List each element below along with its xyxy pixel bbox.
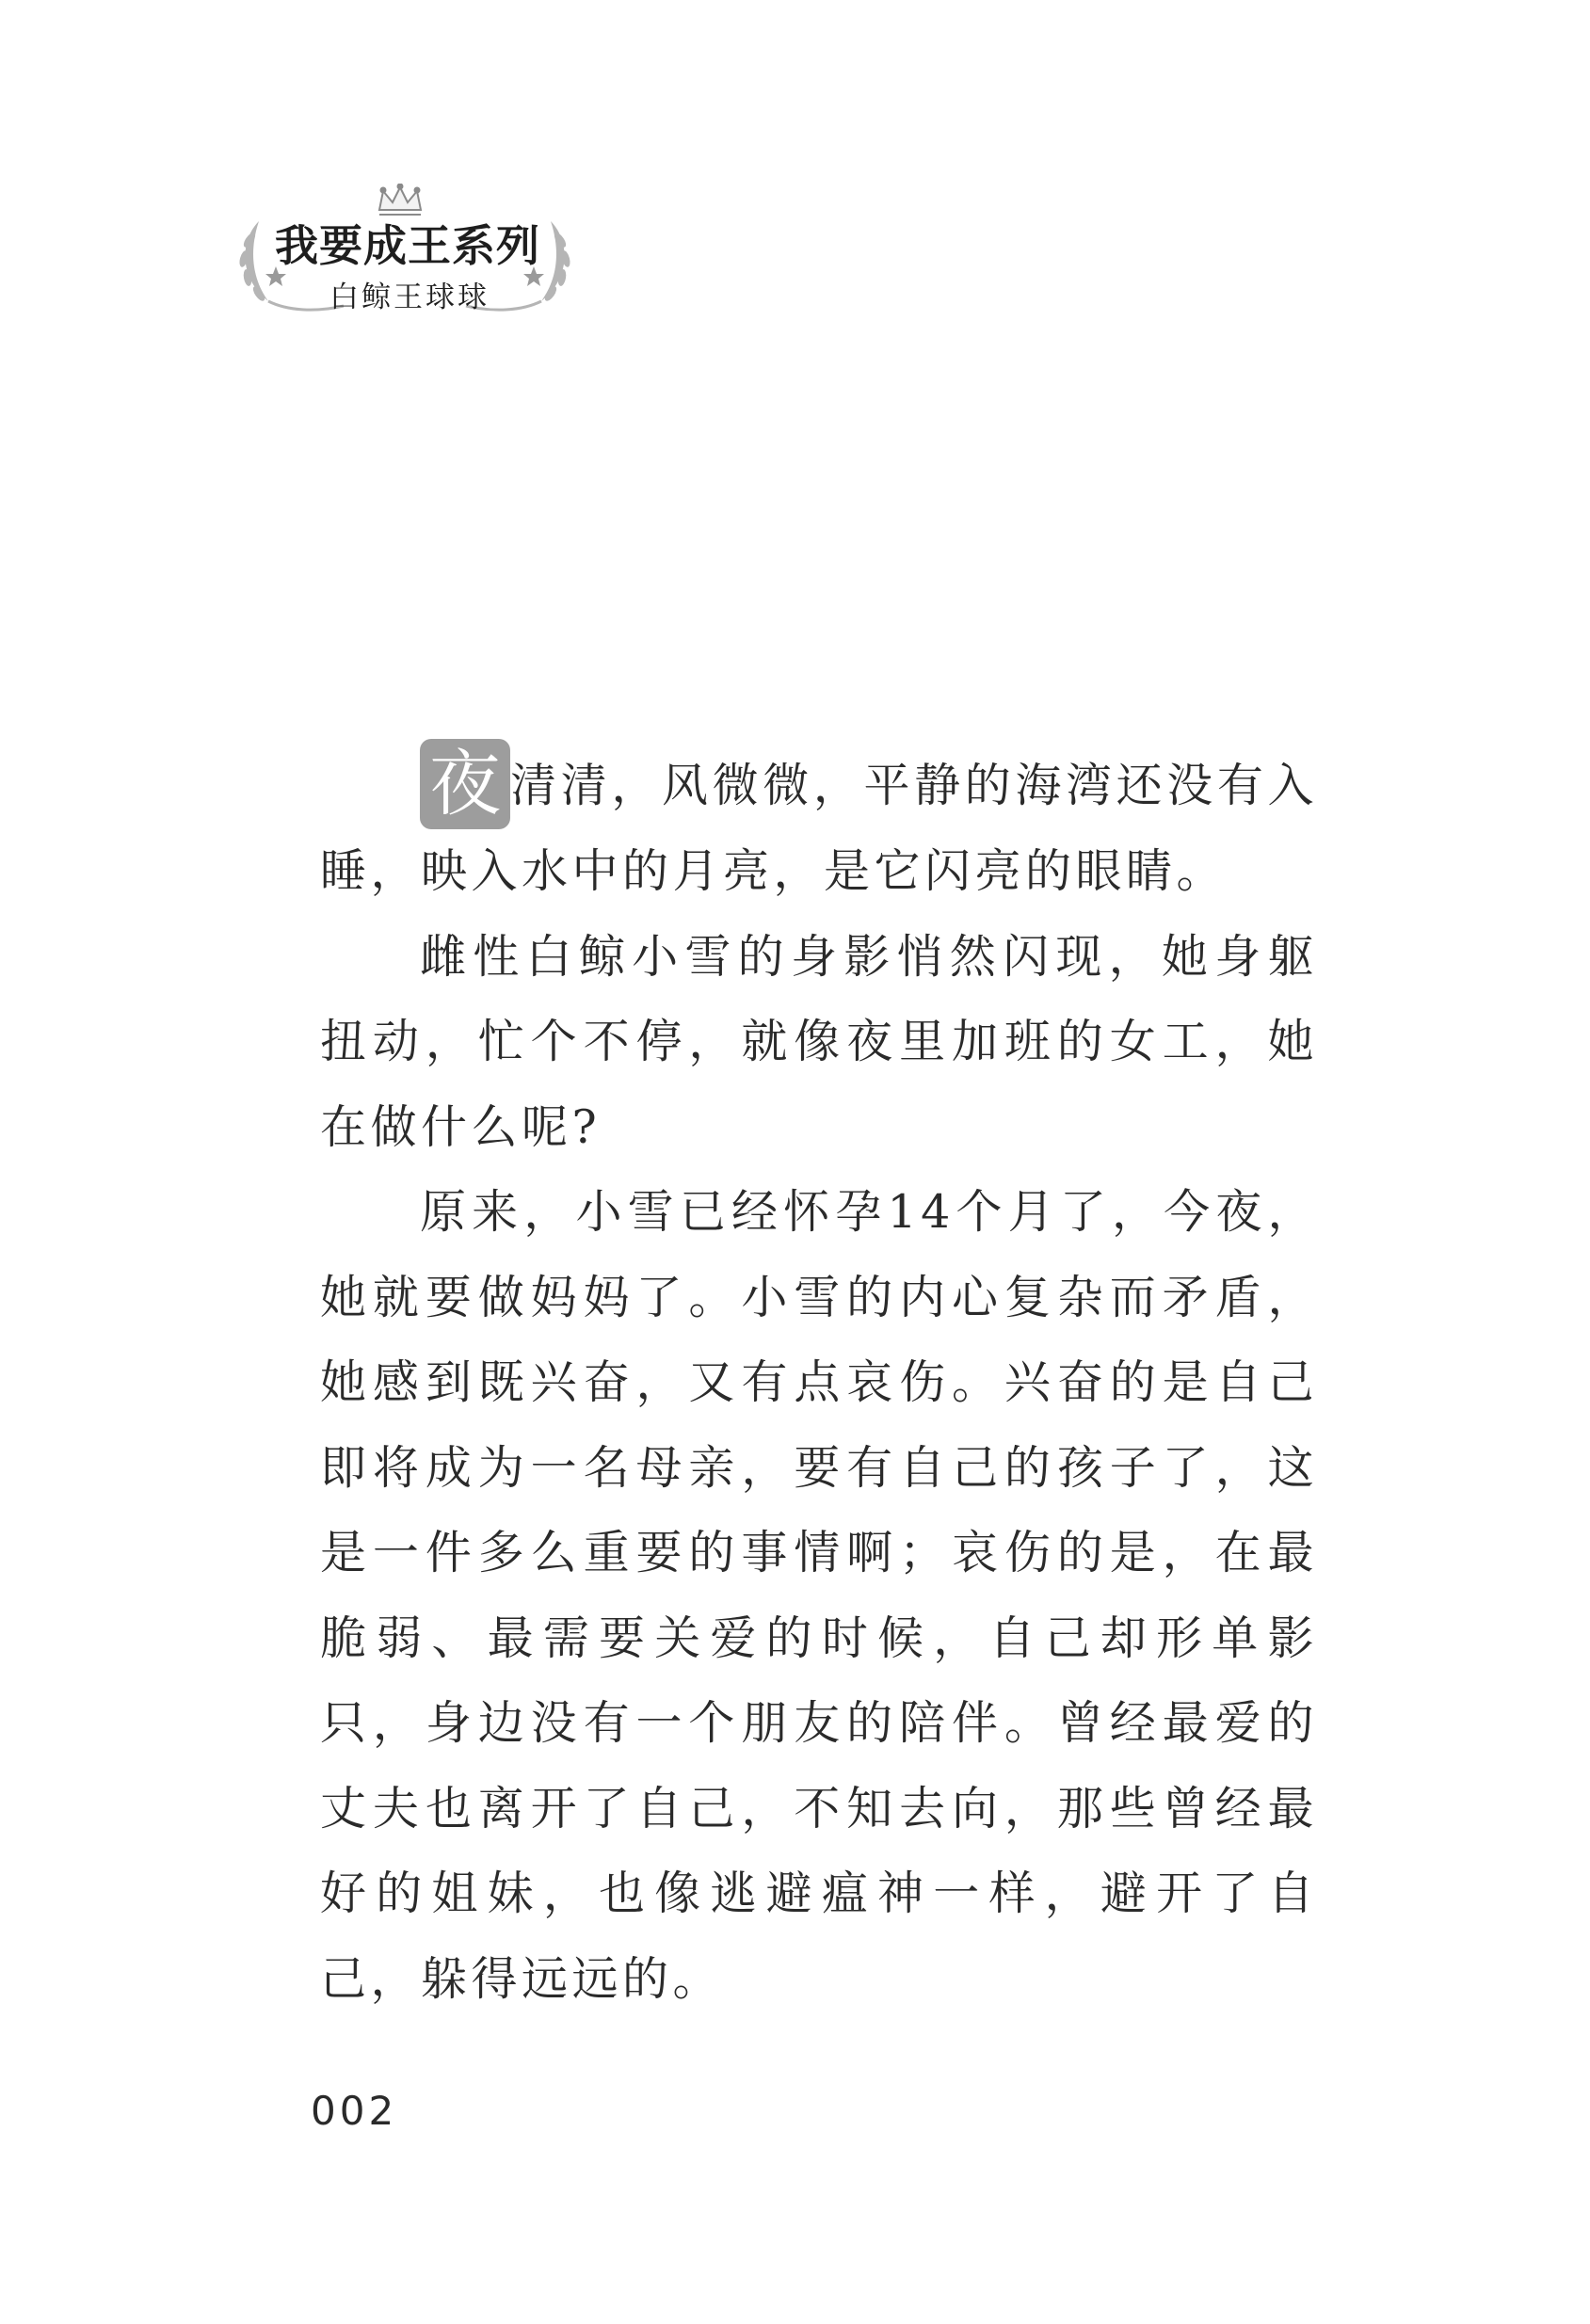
book-title: 白鲸王球球 <box>329 280 490 314</box>
page-number: 002 <box>311 2088 398 2134</box>
paragraph-1-text: 清清，风微微，平静的海湾还没有入睡，映入水中的月亮，是它闪亮的眼睛。 <box>320 759 1318 898</box>
series-logo <box>231 184 579 320</box>
paragraph-3: 原来，小雪已经怀孕14个月了，今夜，她就要做妈妈了。小雪的内心复杂而矛盾，她感到既兴奋，又有点哀伤。兴奋的是自己即将成为一名母亲，要有自己的孩子了，这是一件多么重要的事情啊；哀伤的是，在最脆弱、最需要关爱的时候，自己却形单影只，身边没有一个朋友的陪伴。曾经最爱的丈夫也离开了自己，不知去向，那些曾经最好的姐妹，也像逃避瘟神一样，避开了自己，躲得远远的。 <box>320 1185 1318 2006</box>
paragraph-2: 雌性白鲸小雪的身影悄然闪现，她身躯扭动，忙个不停，就像夜里加班的女工，她在做什么呢? <box>320 929 1318 1154</box>
paragraph-1 <box>320 739 1318 915</box>
drop-cap: 夜 <box>420 739 510 829</box>
body-text <box>320 739 1318 2022</box>
series-title: 我要成王系列 <box>275 220 540 271</box>
crown-icon <box>379 184 421 216</box>
